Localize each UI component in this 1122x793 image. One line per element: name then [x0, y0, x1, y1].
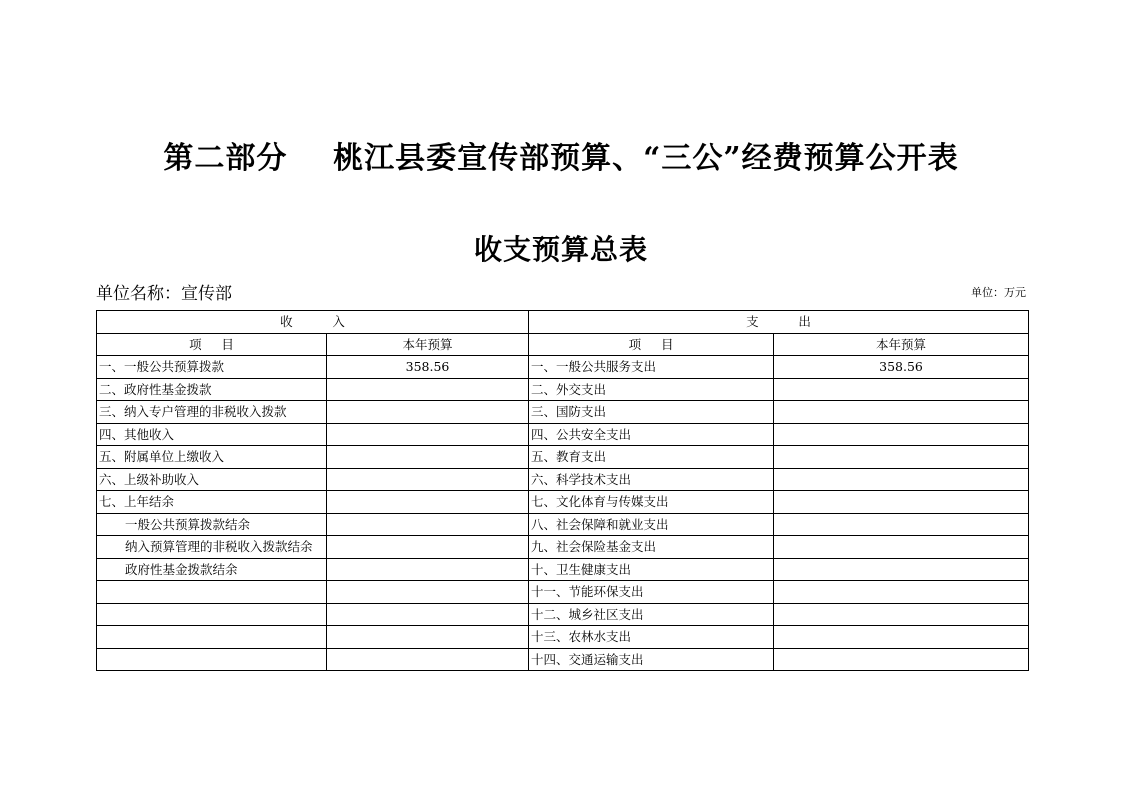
income-item-cell: [97, 626, 327, 649]
expense-item-cell: 三、国防支出: [529, 401, 774, 424]
expense-item-cell: 十一、节能环保支出: [529, 581, 774, 604]
table-row: [97, 536, 1029, 559]
table-row: [97, 423, 1029, 446]
income-item-cell: 纳入预算管理的非税收入拨款结余: [97, 536, 327, 559]
income-item-cell: 四、其他收入: [97, 423, 327, 446]
expense-value-cell: [774, 446, 1029, 469]
expense-value-cell: [774, 603, 1029, 626]
expense-item-header: 项 目: [529, 333, 774, 356]
table-row: [97, 356, 1029, 379]
expense-item-cell: 八、社会保障和就业支出: [529, 513, 774, 536]
expense-value-cell: 358.56: [774, 356, 1029, 379]
income-item-cell: 一般公共预算拨款结余: [97, 513, 327, 536]
income-value-cell: [327, 423, 529, 446]
expense-item-cell: 十、卫生健康支出: [529, 558, 774, 581]
expense-value-cell: [774, 423, 1029, 446]
income-item-cell: 六、上级补助收入: [97, 468, 327, 491]
income-value-cell: [327, 626, 529, 649]
income-item-cell: [97, 648, 327, 671]
document-title: 第二部分 桃江县委宣传部预算、“三公”经费预算公开表: [163, 141, 959, 176]
income-item-cell: 七、上年结余: [97, 491, 327, 514]
budget-table: [96, 310, 1029, 671]
table-row: [97, 626, 1029, 649]
expense-value-cell: [774, 558, 1029, 581]
income-value-cell: [327, 603, 529, 626]
column-header-row: [97, 333, 1029, 356]
expense-item-cell: 七、文化体育与传媒支出: [529, 491, 774, 514]
expense-value-cell: [774, 536, 1029, 559]
income-value-cell: [327, 513, 529, 536]
income-item-cell: 政府性基金拨款结余: [97, 558, 327, 581]
income-value-cell: 358.56: [327, 356, 529, 379]
expense-value-cell: [774, 401, 1029, 424]
income-item-cell: 三、纳入专户管理的非税收入拨款: [97, 401, 327, 424]
income-item-cell: 五、附属单位上缴收入: [97, 446, 327, 469]
expense-item-cell: 一、一般公共服务支出: [529, 356, 774, 379]
expense-item-cell: 六、科学技术支出: [529, 468, 774, 491]
income-value-cell: [327, 491, 529, 514]
income-item-cell: [97, 603, 327, 626]
income-header: 收 入: [97, 311, 529, 334]
section-header-row: [97, 311, 1029, 334]
income-value-cell: [327, 536, 529, 559]
expense-item-cell: 五、教育支出: [529, 446, 774, 469]
income-item-cell: 二、政府性基金拨款: [97, 378, 327, 401]
expense-budget-header: 本年预算: [774, 333, 1029, 356]
expense-item-cell: 九、社会保险基金支出: [529, 536, 774, 559]
expense-value-cell: [774, 626, 1029, 649]
income-value-cell: [327, 581, 529, 604]
table-row: [97, 446, 1029, 469]
income-value-cell: [327, 468, 529, 491]
table-row: [97, 558, 1029, 581]
expense-item-cell: 十四、交通运输支出: [529, 648, 774, 671]
income-value-cell: [327, 558, 529, 581]
expense-item-cell: 四、公共安全支出: [529, 423, 774, 446]
expense-value-cell: [774, 491, 1029, 514]
expense-value-cell: [774, 468, 1029, 491]
income-item-header: 项 目: [97, 333, 327, 356]
expense-value-cell: [774, 513, 1029, 536]
income-item-cell: 一、一般公共预算拨款: [97, 356, 327, 379]
income-value-cell: [327, 378, 529, 401]
table-row: [97, 491, 1029, 514]
income-value-cell: [327, 401, 529, 424]
expense-item-cell: 二、外交支出: [529, 378, 774, 401]
income-value-cell: [327, 648, 529, 671]
table-row: [97, 648, 1029, 671]
table-row: [97, 378, 1029, 401]
table-row: [97, 581, 1029, 604]
unit-name: 单位名称：宣传部: [96, 284, 232, 304]
budget-table-body: [97, 311, 1029, 671]
expense-item-cell: 十二、城乡社区支出: [529, 603, 774, 626]
expense-value-cell: [774, 378, 1029, 401]
table-row: [97, 468, 1029, 491]
table-row: [97, 603, 1029, 626]
income-value-cell: [327, 446, 529, 469]
table-row: [97, 513, 1029, 536]
income-budget-header: 本年预算: [327, 333, 529, 356]
expense-value-cell: [774, 648, 1029, 671]
table-row: [97, 401, 1029, 424]
income-item-cell: [97, 581, 327, 604]
expense-value-cell: [774, 581, 1029, 604]
unit-label: 单位：万元: [971, 286, 1026, 299]
table-title: 收支预算总表: [473, 233, 648, 266]
expense-item-cell: 十三、农林水支出: [529, 626, 774, 649]
expense-header: 支 出: [529, 311, 1029, 334]
